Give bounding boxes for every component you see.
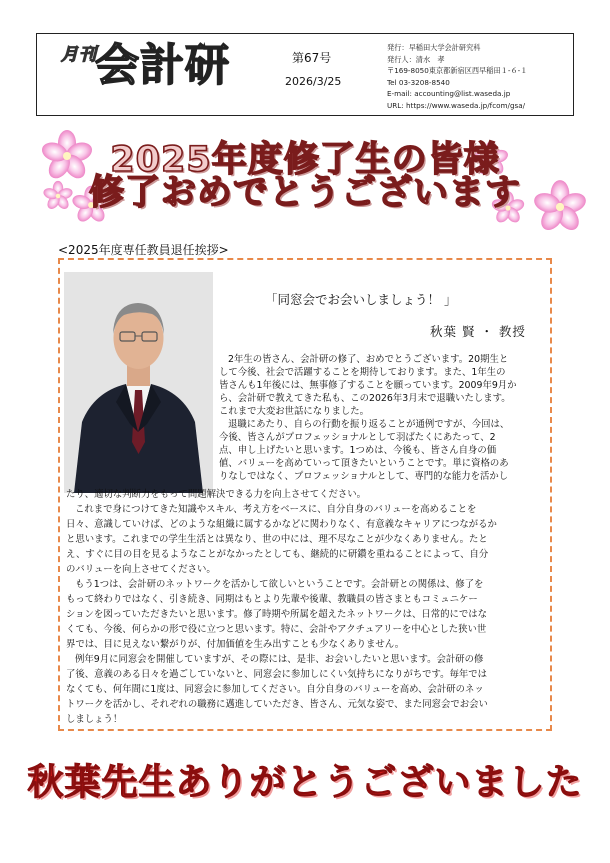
article-line: もって終わりではなく、引き続き、同期はもとより先輩や後輩、教職員の皆さまともコミュニケー <box>66 594 478 605</box>
section-label: <2025年度専任教員退任挨拶> <box>58 243 229 257</box>
issue-date: 2026/3/25 <box>285 75 342 88</box>
article-line: ションを図っていただきたいと思います。修了時期や所属を超えたネットワークは、日常的にではな <box>66 609 487 620</box>
thanks-banner: 秋葉先生ありがとうございました <box>27 762 583 803</box>
publisher-line: 発行人：清水 孝 <box>387 54 445 64</box>
logo-title: 会計研 <box>95 40 230 91</box>
professor-photo <box>64 272 213 493</box>
article-line: しましょう！ <box>66 714 123 725</box>
article-line: これまで大変お世話になりました。 <box>219 406 370 417</box>
article-line: 界では、目に見えない繋がりが、付加価値を生み出すことも少なくありません。 <box>66 639 405 650</box>
article-title: 「同窓会でお会いしましょう！ 」 <box>265 292 457 307</box>
newsletter-header <box>36 33 574 116</box>
article-line: 日々、意識していけば、どのような組織に属するかなどに関わりなく、有意義なキャリアにつながるか <box>66 519 497 530</box>
article-line: 退職にあたり、自らの行動を振り返ることが通例ですが、今回は、 <box>228 419 510 430</box>
article-line: ら、会計研で教えてきた私も、この2026年3月末で退職いたします。 <box>219 393 511 404</box>
article-line: のバリューを向上させてください。 <box>66 564 216 575</box>
article-line: 点、申し上げたいと思います。1つめは、今後も、皆さん自身の価 <box>219 445 497 456</box>
article-line: え、すぐに目の目を見るようなことがなかったとしても、継続的に研鑽を重ねることによって、自分 <box>66 549 489 560</box>
article-line: トワークを活かし、それぞれの職務に邁進していただき、皆さん、元気な姿で、また同窓会でお会い <box>66 699 488 710</box>
publisher-info <box>387 42 527 112</box>
logo-monthly: 月刊 <box>61 45 97 65</box>
article-line: これまで身につけてきた知識やスキル、考え方をベースに、自分自身のバリューを高めることを <box>75 504 477 515</box>
congrats-banner-line1: 2025年度修了生の皆様 <box>110 140 500 180</box>
article-line: 了後、意義のある日々を過ごしていないと、同窓会に参加しにくい気持ちになりがちです。毎年では <box>66 669 488 680</box>
issue-number: 第67号 <box>292 51 332 65</box>
article-line: たり、適切な判断力をもって問題解決できる力を向上させてください。 <box>66 489 367 500</box>
publisher-line: 〒169‐8050東京都新宿区西早稲田１‐６‐１ <box>387 66 528 76</box>
publisher-url: URL: https://www.waseda.jp/fcom/gsa/ <box>387 100 526 110</box>
congrats-banner-line2: 修了おめでとうございます <box>88 173 521 213</box>
article-line: 皆さんも1年後には、無事修了することを願っています。2009年9月か <box>219 380 517 391</box>
article-line: と思います。これまでの学生生活とは異なり、世の中には、理不尽なことが少なくありません。たと <box>66 534 488 545</box>
article-line: もう1つは、会計研のネットワークを活かして欲しいということです。会計研との関係は、修了を <box>75 579 484 590</box>
article-line: 値、バリューを高めていって頂きたいということです。単に資格のあ <box>219 458 509 469</box>
article-line: りなしではなく、プロフェッショナルとして、専門的な能力を活かし <box>219 471 509 482</box>
article-author: 秋葉 賢 ・ 教授 <box>430 324 526 339</box>
publisher-line: Tel 03‐3208‐8540 <box>387 77 450 87</box>
article-line: 2年生の皆さん、会計研の修了、おめでとうございます。20期生と <box>228 354 509 365</box>
article-line: なくても、何年間に1度は、同窓会に参加してください。自分自身のバリューを高め、会計研のネッ <box>66 684 484 695</box>
article-line: くても、今後、何らかの形で役に立つと思います。特に、会計やアクチュアリーを中心とした狭い世 <box>66 624 487 635</box>
article-line: して今後、社会で活躍することを期待しております。また、1年生の <box>219 367 506 378</box>
article-line: 今後、皆さんがプロフェッショナルとして羽ばたくにあたって、2 <box>219 432 496 443</box>
article-line: 例年9月に同窓会を開催していますが、その際には、是非、お会いしたいと思います。会計研の修 <box>75 654 484 665</box>
publisher-line: 発行：早稲田大学会計研究科 <box>387 43 481 52</box>
publisher-email: E-mail: accounting@list.waseda.jp <box>387 89 511 99</box>
